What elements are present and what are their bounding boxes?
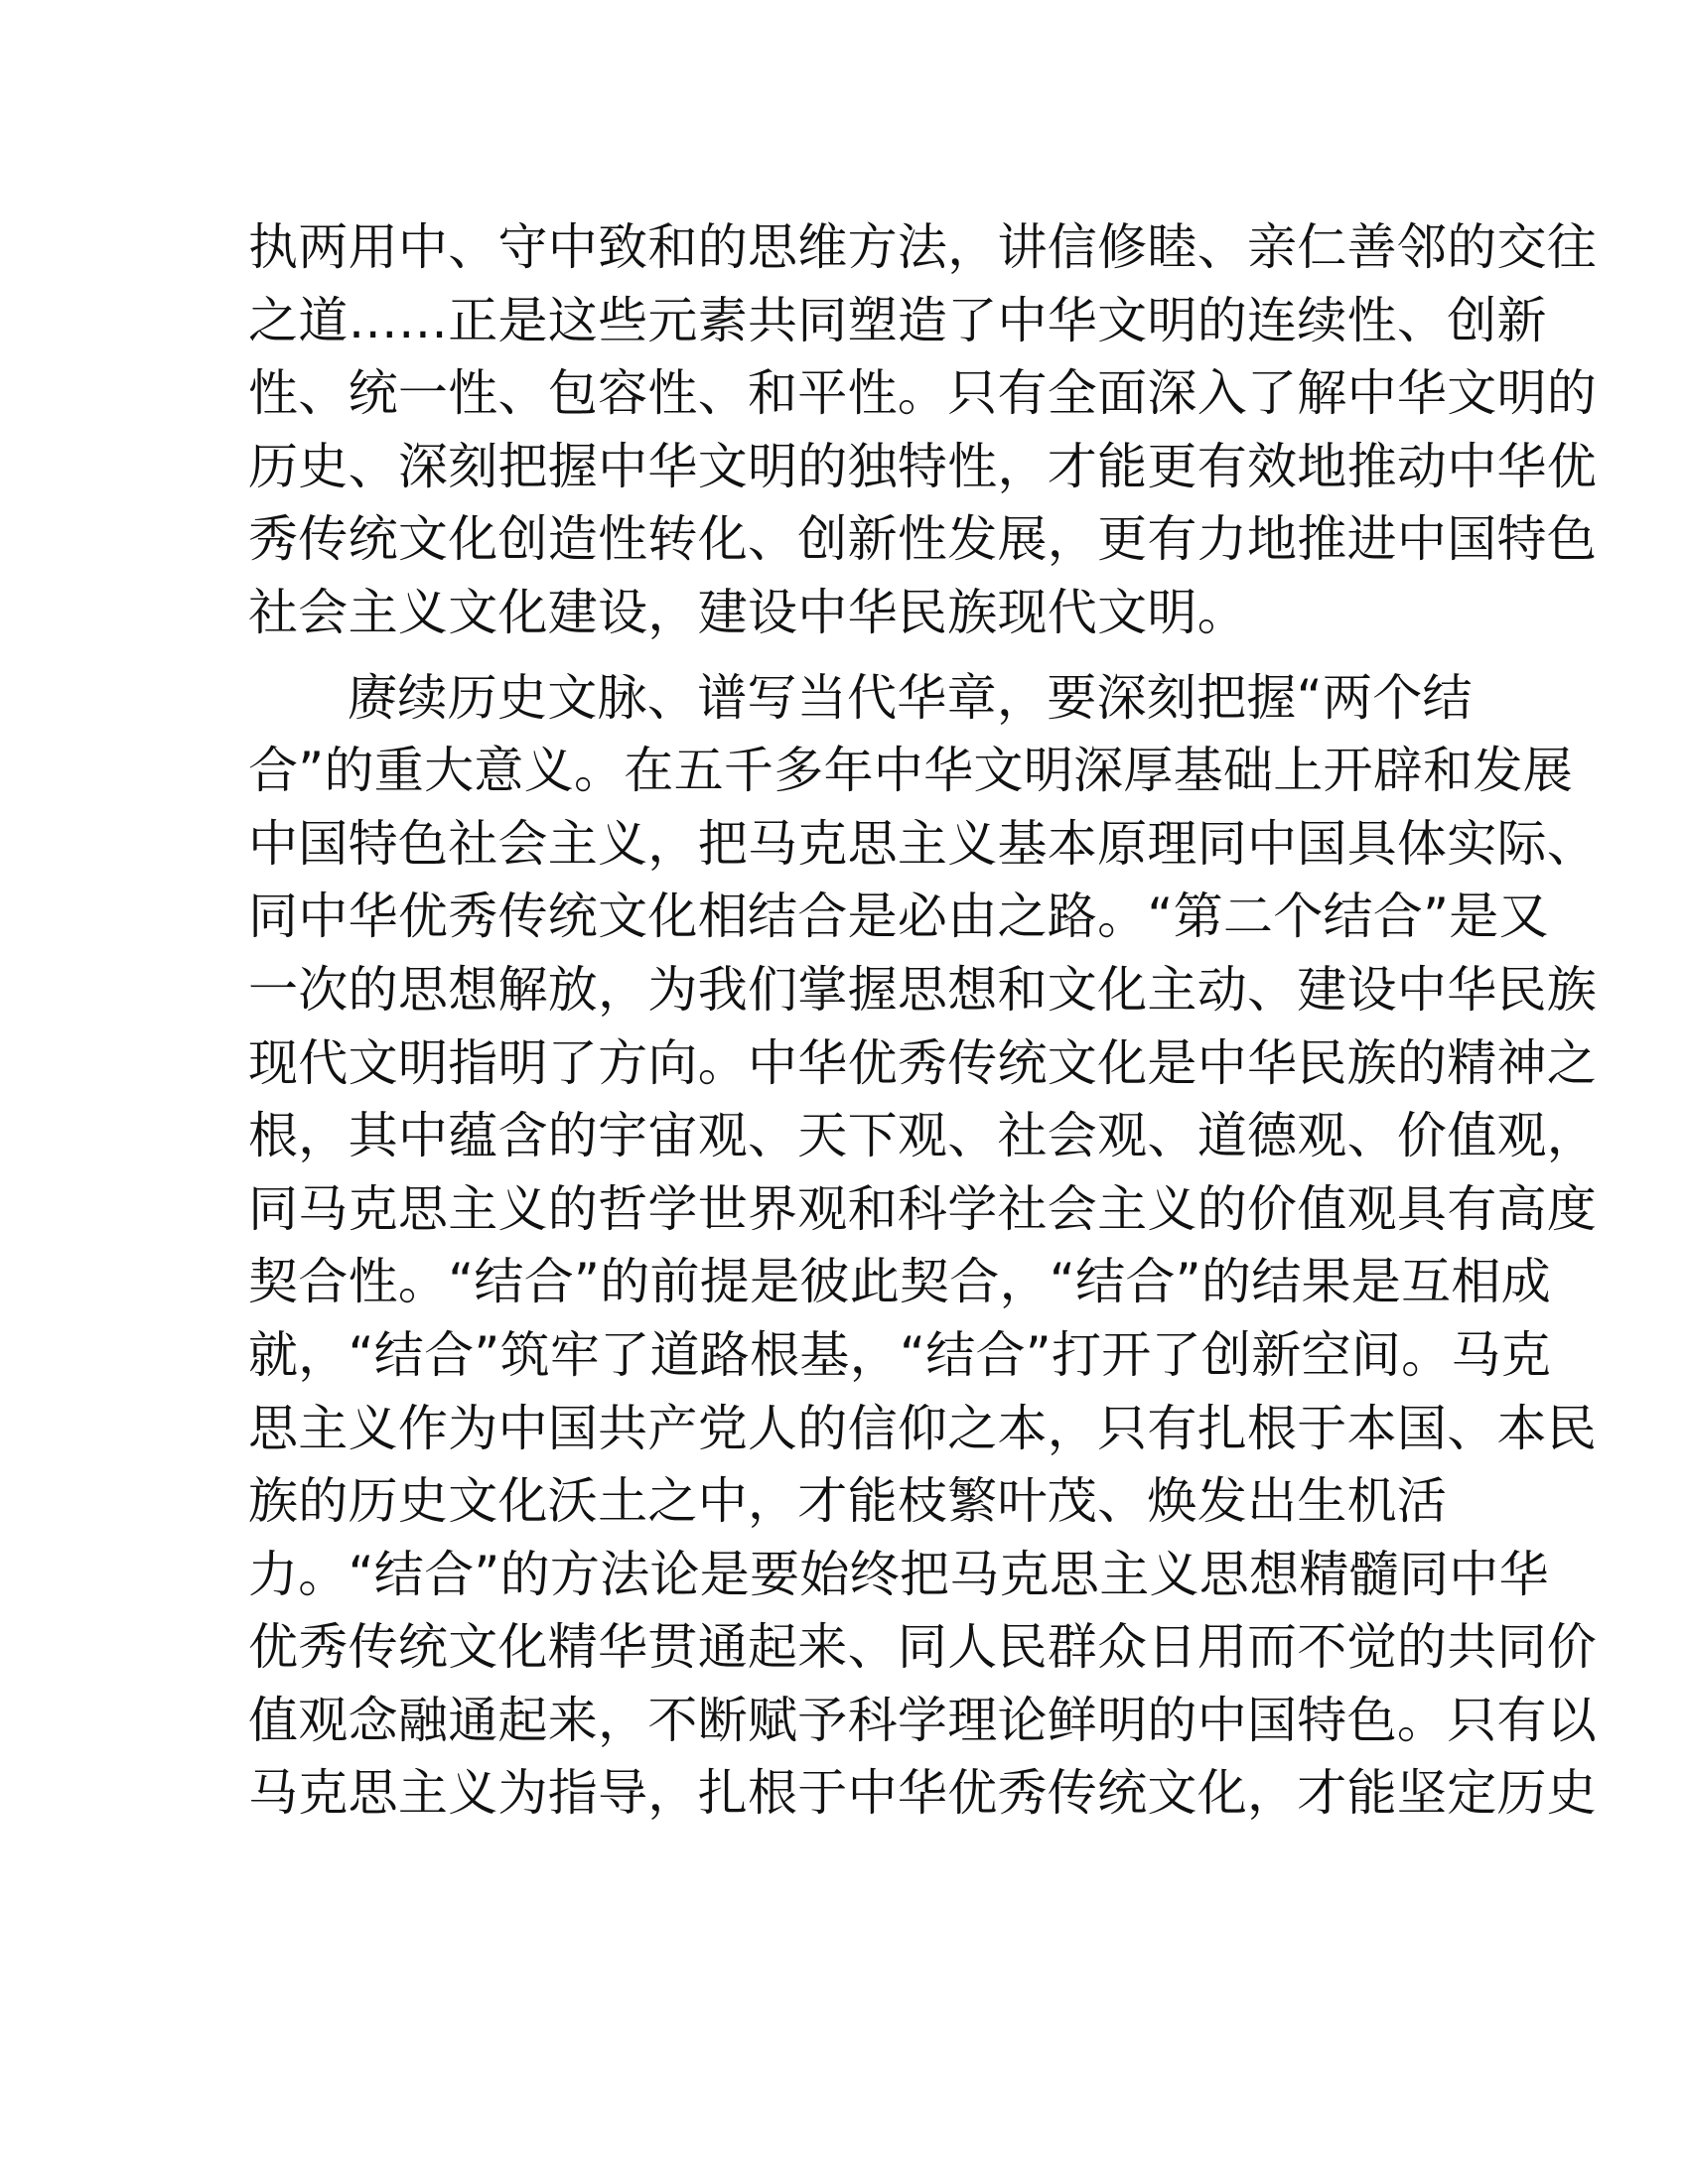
text-line: 社会主义文化建设，建设中华民族现代文明。 bbox=[248, 583, 1247, 641]
text-line: 优秀传统文化精华贯通起来、同人民群众日用而不觉的共同价 bbox=[248, 1618, 1598, 1677]
text-line: 现代文明指明了方向。中华优秀传统文化是中华民族的精神之 bbox=[248, 1033, 1598, 1092]
text-line: 就，“结合”筑牢了道路根基，“结合”打开了创新空间。马克 bbox=[248, 1325, 1552, 1384]
body-text bbox=[248, 211, 1598, 1831]
text-line: 之道……正是这些元素共同塑造了中华文明的连续性、创新 bbox=[248, 291, 1547, 349]
paragraph-1 bbox=[248, 211, 1598, 650]
text-line: 力。“结合”的方法论是要始终把马克思主义思想精髓同中华 bbox=[248, 1545, 1549, 1603]
text-line: 中国特色社会主义，把马克思主义基本原理同中国具体实际、 bbox=[248, 814, 1598, 873]
text-line: 历史、深刻把握中华文明的独特性，才能更有效地推动中华优 bbox=[248, 437, 1598, 495]
text-line: 秀传统文化创造性转化、创新性发展，更有力地推进中国特色 bbox=[248, 510, 1598, 569]
text-line: 值观念融通起来，不断赋予科学理论鲜明的中国特色。只有以 bbox=[248, 1691, 1598, 1749]
text-line: 合”的重大意义。在五千多年中华文明深厚基础上开辟和发展 bbox=[248, 742, 1574, 800]
paragraph-2 bbox=[248, 662, 1598, 1832]
paragraph-spacer bbox=[248, 650, 1440, 662]
text-line: 同马克思主义的哲学世界观和科学社会主义的价值观具有高度 bbox=[248, 1179, 1598, 1238]
text-line: 执两用中、守中致和的思维方法，讲信修睦、亲仁善邻的交往 bbox=[248, 218, 1598, 276]
text-line: 同中华优秀传统文化相结合是必由之路。“第二个结合”是又 bbox=[248, 887, 1549, 946]
text-line: 族的历史文化沃土之中，才能枝繁叶茂、焕发出生机活 bbox=[248, 1472, 1448, 1531]
text-line: 根，其中蕴含的宇宙观、天下观、社会观、道德观、价值观， bbox=[248, 1107, 1598, 1165]
text-line: 思主义作为中国共产党人的信仰之本，只有扎根于本国、本民 bbox=[248, 1399, 1598, 1457]
text-line: 马克思主义为指导，扎根于中华优秀传统文化，才能坚定历史 bbox=[248, 1764, 1598, 1823]
text-line: 契合性。“结合”的前提是彼此契合，“结合”的结果是互相成 bbox=[248, 1253, 1552, 1311]
text-line: 赓续历史文脉、谱写当代华章，要深刻把握“两个结 bbox=[348, 668, 1473, 727]
text-line: 一次的思想解放，为我们掌握思想和文化主动、建设中华民族 bbox=[248, 960, 1598, 1019]
text-line: 性、统一性、包容性、和平性。只有全面深入了解中华文明的 bbox=[248, 364, 1598, 423]
